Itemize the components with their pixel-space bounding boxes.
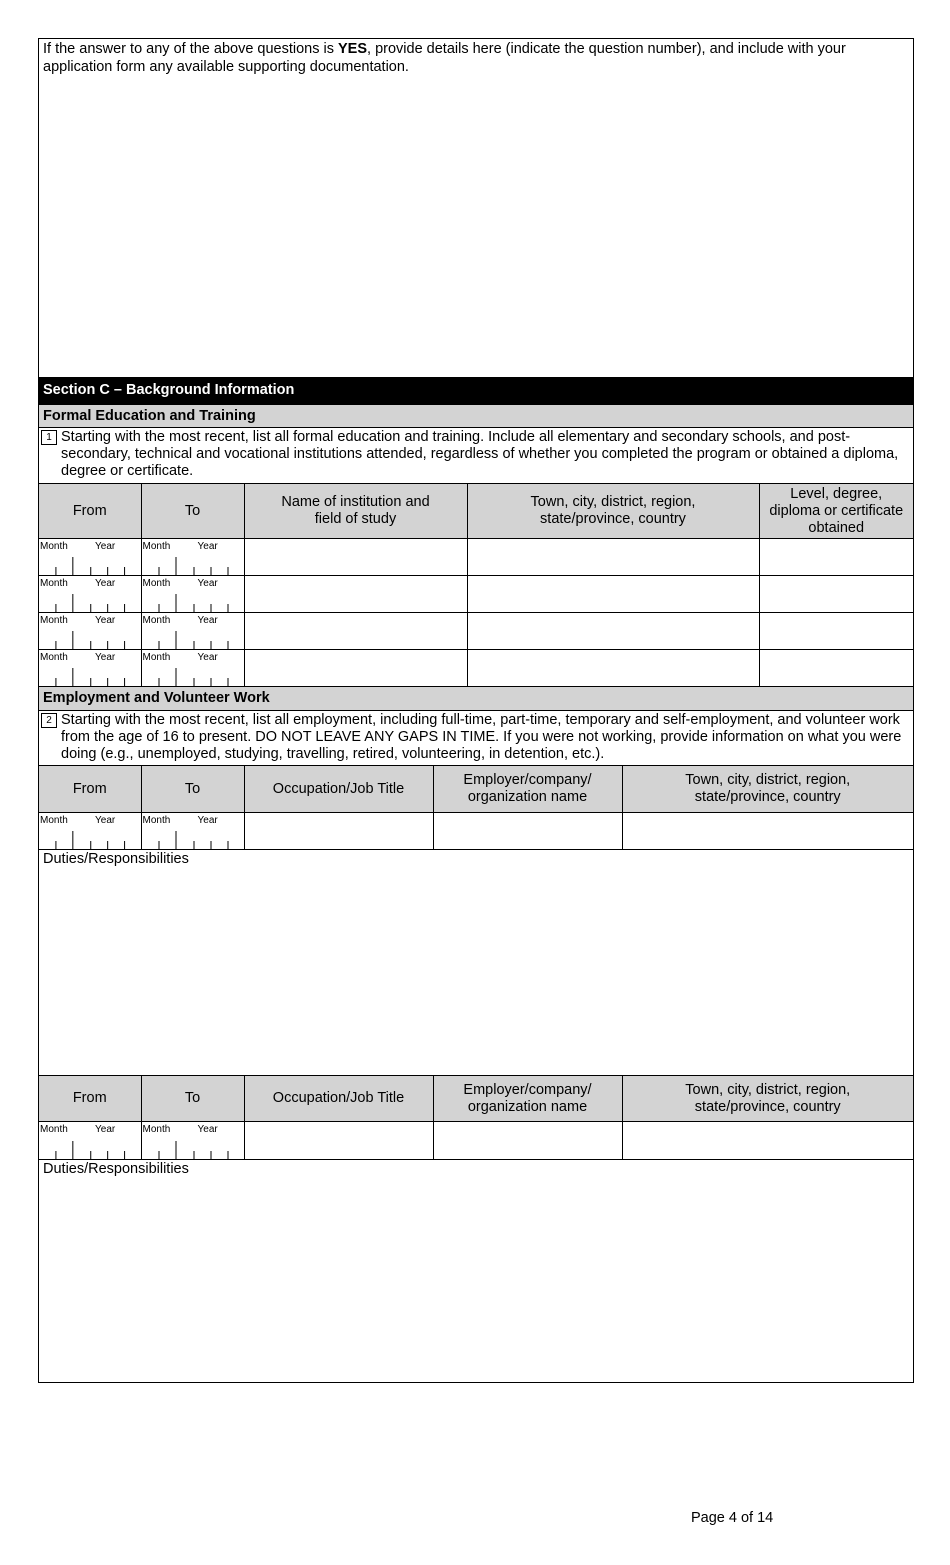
employment-question-text: Starting with the most recent, list all employment, including full-time, part-time, temporary and self-employment, and volunteer work from the age of 16 to present. DO NOT LEAVE ANY GAPS IN TIME. If you were not working, provide information on what you were doing (e.g., unemployed, studying, travelling, retired, volunteering, in detention, etc.). [61,712,902,762]
education-row [39,576,913,613]
date-ticks [39,829,141,849]
date-ticks [39,1139,141,1159]
to-date-field[interactable] [141,813,244,850]
institution-field[interactable] [244,576,467,613]
month-label: Month [40,615,68,626]
level-field[interactable] [759,576,913,613]
education-subheader: Formal Education and Training [39,404,913,427]
level-field[interactable] [759,613,913,650]
employment-subheader: Employment and Volunteer Work [39,687,913,710]
edu-header-institution: Name of institution and field of study [244,484,467,539]
education-question [39,427,913,483]
from-date-field[interactable] [39,613,141,650]
year-label: Year [95,1124,116,1135]
level-field[interactable] [759,539,913,576]
from-date-field[interactable] [39,539,141,576]
date-ticks [142,1139,244,1159]
date-ticks [142,829,244,849]
year-label: Year [197,1124,218,1135]
employment-table-1 [39,765,913,850]
question-number-2: 2 [41,713,57,728]
year-label: Year [95,815,116,826]
emp-header-from: From [39,766,141,813]
month-label: Month [40,578,68,589]
month-label: Month [40,541,68,552]
date-ticks [142,555,244,575]
from-date-field[interactable] [39,650,141,687]
duties-box[interactable] [39,850,913,1075]
duties-box[interactable] [39,1160,913,1382]
emp-header-employer: Employer/company/ organization name [433,1076,622,1122]
page-number: Page 4 of 14 [691,1510,774,1526]
section-c-header: Section C – Background Information [39,377,913,404]
month-label: Month [142,615,171,626]
occupation-field[interactable] [244,813,433,850]
question-number-1: 1 [41,430,57,445]
edu-header-from: From [39,484,141,539]
yes-details-box[interactable] [39,39,913,377]
employer-field[interactable] [433,813,622,850]
to-date-field[interactable] [141,539,244,576]
education-row [39,613,913,650]
year-label: Year [95,615,116,626]
month-label: Month [142,1124,171,1135]
date-ticks [142,629,244,649]
date-ticks [142,592,244,612]
employment-row [39,1122,913,1160]
from-date-field[interactable] [39,1122,141,1160]
level-field[interactable] [759,650,913,687]
emp-header-to: To [141,766,244,813]
month-label: Month [142,541,171,552]
location-field[interactable] [467,650,759,687]
to-date-field[interactable] [141,650,244,687]
month-label: Month [142,815,171,826]
edu-header-location: Town, city, district, region, state/province, country [467,484,759,539]
duties-label: Duties/Responsibilities [43,1161,189,1177]
institution-field[interactable] [244,650,467,687]
to-date-field[interactable] [141,613,244,650]
date-ticks [142,666,244,686]
location-field[interactable] [467,539,759,576]
from-date-field[interactable] [39,813,141,850]
year-label: Year [197,578,218,589]
month-label: Month [142,652,171,663]
edu-header-level: Level, degree, diploma or certificate obtained [759,484,913,539]
occupation-field[interactable] [244,1122,433,1160]
employment-question [39,710,913,765]
year-label: Year [95,652,116,663]
location-field[interactable] [622,1122,913,1160]
month-label: Month [142,578,171,589]
date-ticks [39,592,141,612]
emp-header-to: To [141,1076,244,1122]
location-field[interactable] [467,576,759,613]
emp-header-location: Town, city, district, region, state/province, country [622,766,913,813]
institution-field[interactable] [244,539,467,576]
emp-header-employer: Employer/company/ organization name [433,766,622,813]
month-label: Month [40,1124,68,1135]
duties-label: Duties/Responsibilities [43,851,189,867]
education-question-text: Starting with the most recent, list all formal education and training. Include all elementary and secondary schools, and post-secondary, technical and vocational institutions attended, regardless of whether you completed the program or obtained a diploma, degree or certificate. [61,429,899,479]
year-label: Year [197,815,218,826]
institution-field[interactable] [244,613,467,650]
details-instruction-yes: YES [338,41,368,57]
to-date-field[interactable] [141,576,244,613]
education-row [39,539,913,576]
details-instruction-end: , provide details here (indicate the question number), and include with your application form any available supporting documentation. [43,41,846,75]
date-ticks [39,555,141,575]
date-ticks [39,666,141,686]
month-label: Month [40,652,68,663]
emp-header-location: Town, city, district, region, state/province, country [622,1076,913,1122]
details-instruction-start: If the answer to any of the above questions is [43,41,339,57]
date-ticks [39,629,141,649]
from-date-field[interactable] [39,576,141,613]
employment-row [39,813,913,850]
to-date-field[interactable] [141,1122,244,1160]
emp-header-occupation: Occupation/Job Title [244,1076,433,1122]
year-label: Year [197,541,218,552]
month-label: Month [40,815,68,826]
form-page [38,38,914,1383]
employer-field[interactable] [433,1122,622,1160]
emp-header-from: From [39,1076,141,1122]
employment-table-2 [39,1075,913,1160]
education-row [39,650,913,687]
education-table [39,483,913,687]
edu-header-to: To [141,484,244,539]
year-label: Year [197,615,218,626]
year-label: Year [95,541,116,552]
location-field[interactable] [467,613,759,650]
year-label: Year [197,652,218,663]
emp-header-occupation: Occupation/Job Title [244,766,433,813]
year-label: Year [95,578,116,589]
location-field[interactable] [622,813,913,850]
